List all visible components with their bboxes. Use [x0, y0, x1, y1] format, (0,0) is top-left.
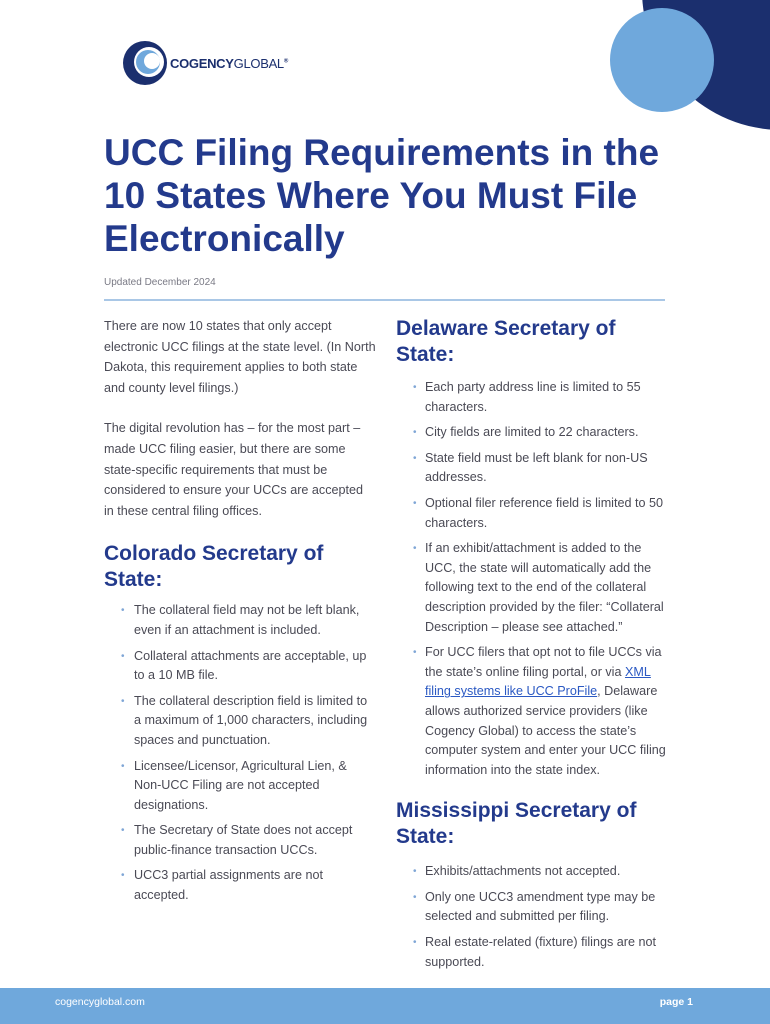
delaware-list: [396, 378, 668, 780]
list-item: • City fields are limited to 22 characters.: [396, 423, 668, 443]
page-title: UCC Filing Requirements in the 10 States Where You Must File Electronically: [104, 132, 660, 259]
list-item: • Each party address line is limited to 55 characters.: [396, 378, 668, 417]
list-item: • The collateral description field is limited to a maximum of 1,000 characters, including spaces and punctuation.: [104, 692, 376, 751]
page-number: page 1: [659, 996, 693, 1008]
delaware-last-item-after: , Delaware allows authorized service providers (like Cogency Global) to access the state’s computer system and enter your UCC filing information into the state index.: [425, 684, 666, 777]
list-item: • Exhibits/attachments not accepted.: [396, 862, 668, 882]
header-divider: [104, 299, 665, 301]
company-logo: [122, 38, 322, 88]
updated-date: Updated December 2024: [104, 277, 216, 288]
right-column: [396, 316, 668, 978]
list-item: • Licensee/Licensor, Agricultural Lien, & Non-UCC Filing are not accepted designations.: [104, 757, 376, 816]
logo-wordmark: COGENCYGLOBAL®: [170, 56, 288, 71]
colorado-list: [104, 601, 376, 905]
intro-paragraph-1: There are now 10 states that only accept electronic UCC filings at the state level. (In North Dakota, this requirement applies to both state and county level filings.): [104, 319, 376, 395]
page-footer: [0, 988, 770, 1024]
ucc-profile-link[interactable]: XML filing systems like UCC ProFile: [425, 664, 651, 699]
list-item: • Only one UCC3 amendment type may be selected and submitted per filing.: [396, 888, 668, 927]
list-item: • UCC3 partial assignments are not accepted.: [104, 866, 376, 905]
left-column: [104, 316, 376, 912]
mississippi-heading: Mississippi Secretary of State:: [396, 799, 637, 849]
list-item: • The collateral field may not be left blank, even if an attachment is included.: [104, 601, 376, 640]
colorado-heading: Colorado Secretary of State:: [104, 542, 324, 592]
list-item: • The Secretary of State does not accept public-finance transaction UCCs.: [104, 821, 376, 860]
list-item: • Optional filer reference field is limited to 50 characters.: [396, 494, 668, 533]
footer-website[interactable]: cogencyglobal.com: [55, 996, 145, 1008]
delaware-last-item-before: For UCC filers that opt not to file UCCs via the state’s online filing portal, or via: [425, 645, 662, 679]
list-item: • Collateral attachments are acceptable, up to a 10 MB file.: [104, 647, 376, 686]
cogency-logo-icon: [122, 38, 168, 88]
list-item: • State field must be left blank for non-US addresses.: [396, 449, 668, 488]
list-item: [396, 643, 668, 780]
list-item: • If an exhibit/attachment is added to the UCC, the state will automatically add the following text to the end of the collateral description provided by the filer: “Collateral Description – please see attached.”: [396, 539, 668, 637]
mississippi-list: [396, 862, 668, 972]
decorative-circle-light: [610, 8, 714, 112]
delaware-heading: Delaware Secretary of State:: [396, 317, 616, 366]
list-item: • Real estate-related (fixture) filings are not supported.: [396, 933, 668, 972]
intro-paragraph-2: The digital revolution has – for the most part – made UCC filing easier, but there are some state-specific requirements that must be considered to ensure your UCCs are accepted in these central filing offices.: [104, 421, 364, 518]
